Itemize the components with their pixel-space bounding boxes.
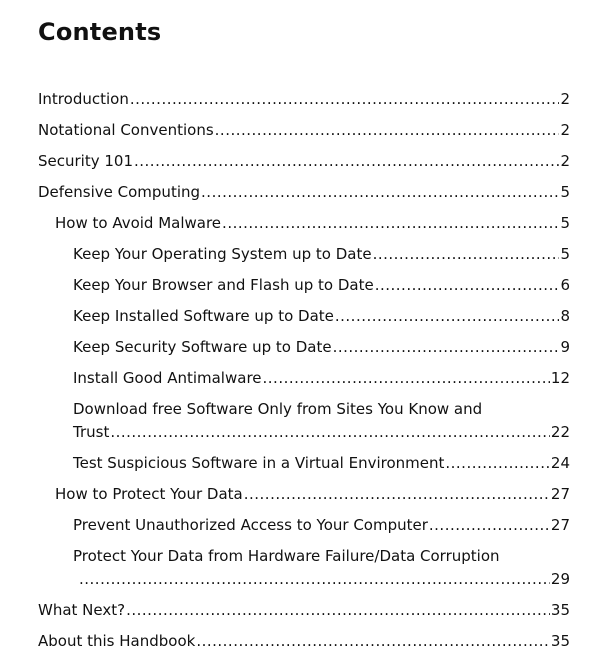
toc-entry-page: 35 <box>550 601 570 619</box>
toc-entry-label: About this Handbook <box>38 632 196 650</box>
dot-leader <box>263 367 550 390</box>
toc-entry-label: Install Good Antimalware <box>73 369 262 387</box>
toc-entry-page: 24 <box>550 454 570 472</box>
toc-entry-label: Introduction <box>38 90 129 108</box>
toc-entry-page: 5 <box>560 245 570 263</box>
dot-leader <box>335 305 560 328</box>
toc-entry-label: What Next? <box>38 601 126 619</box>
toc-entry-keep-installed-software-up-to-date[interactable] <box>73 305 570 328</box>
toc-entry-page: 9 <box>560 338 570 356</box>
toc-entry-what-next[interactable] <box>38 599 570 622</box>
toc-entry-how-to-avoid-malware[interactable] <box>55 212 570 235</box>
toc-entry-page: 27 <box>550 516 570 534</box>
toc-entry-page: 2 <box>560 90 570 108</box>
toc-entry-security-101[interactable] <box>38 150 570 173</box>
toc-entry-label: Notational Conventions <box>38 121 214 139</box>
toc-entry-page: 29 <box>550 570 570 588</box>
toc-entry-keep-browser-flash-up-to-date[interactable] <box>73 274 570 297</box>
toc-entry-page: 2 <box>560 152 570 170</box>
toc-entry-label: Protect Your Data from Hardware Failure/Data Corruption <box>73 547 500 565</box>
toc-entry-page: 8 <box>560 307 570 325</box>
toc-entry-keep-security-software-up-to-date[interactable] <box>73 336 570 359</box>
toc-entry-page: 5 <box>560 214 570 232</box>
toc-entry-install-good-antimalware[interactable] <box>73 367 570 390</box>
dot-leader <box>201 181 559 204</box>
dot-leader <box>79 568 550 591</box>
toc-entry-label: Download free Software Only from Sites You Know and <box>73 400 483 418</box>
toc-entry-page: 6 <box>560 276 570 294</box>
toc-entry-label: Keep Installed Software up to Date <box>73 307 334 325</box>
toc-entry-notational-conventions[interactable] <box>38 119 570 142</box>
toc-entry-prevent-unauthorized-access[interactable] <box>73 514 570 537</box>
toc-entry-introduction[interactable] <box>38 88 570 111</box>
toc-entry-defensive-computing[interactable] <box>38 181 570 204</box>
dot-leader <box>130 88 560 111</box>
dot-leader <box>126 599 550 622</box>
toc-entry-protect-data-hardware-failure[interactable] <box>73 545 570 591</box>
toc-entry-label: How to Avoid Malware <box>55 214 222 232</box>
toc-entry-how-to-protect-your-data[interactable] <box>55 483 570 506</box>
dot-leader <box>134 150 559 173</box>
toc-entry-label: Security 101 <box>38 152 133 170</box>
toc-entry-label: Keep Your Operating System up to Date <box>73 245 372 263</box>
toc-entry-page: 27 <box>550 485 570 503</box>
toc-entry-label: Prevent Unauthorized Access to Your Computer <box>73 516 428 534</box>
toc-entry-keep-os-up-to-date[interactable] <box>73 243 570 266</box>
dot-leader <box>375 274 560 297</box>
dot-leader <box>445 452 550 475</box>
toc-entry-test-suspicious-software[interactable] <box>73 452 570 475</box>
toc-entry-page: 5 <box>560 183 570 201</box>
dot-leader <box>222 212 559 235</box>
toc-entry-page: 2 <box>560 121 570 139</box>
toc-entry-label: Defensive Computing <box>38 183 201 201</box>
toc-entry-page: 12 <box>550 369 570 387</box>
toc-entry-continuation <box>73 421 570 444</box>
dot-leader <box>373 243 560 266</box>
toc-entry-label: Keep Security Software up to Date <box>73 338 332 356</box>
page-title: Contents <box>38 18 162 46</box>
table-of-contents <box>38 88 570 653</box>
dot-leader <box>196 630 550 653</box>
toc-entry-continuation <box>73 568 570 591</box>
dot-leader <box>110 421 550 444</box>
toc-entry-download-free-software[interactable] <box>73 398 570 444</box>
toc-entry-page: 35 <box>550 632 570 650</box>
toc-entry-label: Keep Your Browser and Flash up to Date <box>73 276 374 294</box>
toc-entry-page: 22 <box>550 423 570 441</box>
dot-leader <box>333 336 560 359</box>
toc-entry-label-cont: Trust <box>73 423 110 441</box>
toc-entry-about-this-handbook[interactable] <box>38 630 570 653</box>
dot-leader <box>429 514 550 537</box>
toc-entry-label: Test Suspicious Software in a Virtual Environment <box>73 454 445 472</box>
toc-entry-label: How to Protect Your Data <box>55 485 243 503</box>
dot-leader <box>244 483 550 506</box>
dot-leader <box>215 119 560 142</box>
